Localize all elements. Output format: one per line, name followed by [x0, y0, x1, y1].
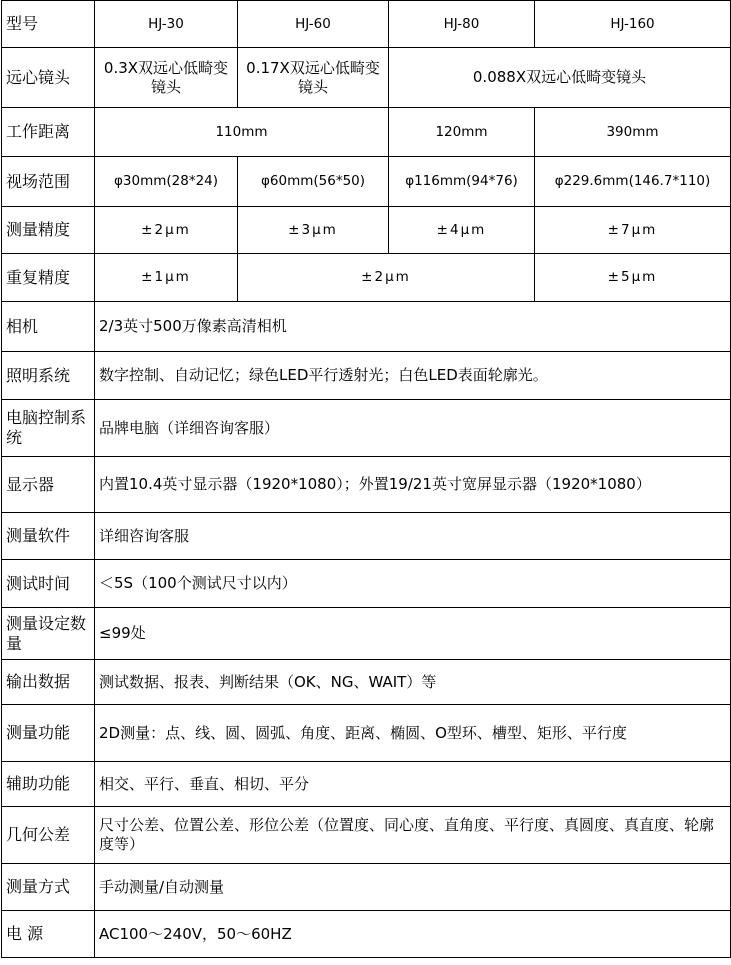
model-hj60: HJ-60: [238, 1, 389, 48]
test-time-value: ＜5S（100个测试尺寸以内）: [95, 560, 731, 608]
row-lighting: [2, 352, 731, 400]
tolerance-value: 尺寸公差、位置公差、形位公差（位置度、同心度、直角度、平行度、真圆度、真直度、轮廓度等）: [95, 807, 731, 864]
accuracy-hj80: ±4μm: [389, 207, 535, 254]
label-test-time: 测试时间: [2, 560, 95, 608]
row-computer: [2, 400, 731, 457]
row-aux: [2, 762, 731, 807]
lens-hj30: 0.3X双远心低畸变镜头: [95, 48, 238, 108]
label-computer: 电脑控制系统: [2, 400, 95, 457]
row-power: [2, 911, 731, 958]
fov-hj80: φ116mm(94*76): [389, 157, 535, 207]
label-software: 测量软件: [2, 513, 95, 560]
model-hj80: HJ-80: [389, 1, 535, 48]
repeat-hj60-hj80: ±2μm: [238, 254, 535, 302]
label-set-count: 测量设定数量: [2, 608, 95, 660]
label-aux: 辅助功能: [2, 762, 95, 807]
lens-hj80-hj160: 0.088X双远心低畸变镜头: [389, 48, 731, 108]
label-work-distance: 工作距离: [2, 108, 95, 157]
fov-hj160: φ229.6mm(146.7*110): [535, 157, 731, 207]
label-tolerance: 几何公差: [2, 807, 95, 864]
repeat-hj30: ±1μm: [95, 254, 238, 302]
row-lens: [2, 48, 731, 108]
row-method: [2, 864, 731, 911]
row-test-time: [2, 560, 731, 608]
row-software: [2, 513, 731, 560]
row-functions: [2, 705, 731, 762]
row-display: [2, 457, 731, 513]
power-value: AC100～240V，50～60HZ: [95, 911, 731, 958]
model-hj30: HJ-30: [95, 1, 238, 48]
row-set-count: [2, 608, 731, 660]
label-lens: 远心镜头: [2, 48, 95, 108]
work-distance-hj80: 120mm: [389, 108, 535, 157]
accuracy-hj160: ±7μm: [535, 207, 731, 254]
row-field-of-view: [2, 157, 731, 207]
lighting-value: 数字控制、自动记忆；绿色LED平行透射光；白色LED表面轮廓光。: [95, 352, 731, 400]
label-display: 显示器: [2, 457, 95, 513]
fov-hj30: φ30mm(28*24): [95, 157, 238, 207]
model-hj160: HJ-160: [535, 1, 731, 48]
accuracy-hj30: ±2μm: [95, 207, 238, 254]
fov-hj60: φ60mm(56*50): [238, 157, 389, 207]
label-lighting: 照明系统: [2, 352, 95, 400]
lens-hj60: 0.17X双远心低畸变镜头: [238, 48, 389, 108]
accuracy-hj60: ±3μm: [238, 207, 389, 254]
row-accuracy: [2, 207, 731, 254]
row-tolerance: [2, 807, 731, 864]
label-camera: 相机: [2, 302, 95, 352]
row-work-distance: [2, 108, 731, 157]
label-output: 输出数据: [2, 660, 95, 705]
aux-value: 相交、平行、垂直、相切、平分: [95, 762, 731, 807]
label-power: 电 源: [2, 911, 95, 958]
label-model: 型号: [2, 1, 95, 48]
software-value: 详细咨询客服: [95, 513, 731, 560]
label-functions: 测量功能: [2, 705, 95, 762]
computer-value: 品牌电脑（详细咨询客服）: [95, 400, 731, 457]
output-value: 测试数据、报表、判断结果（OK、NG、WAIT）等: [95, 660, 731, 705]
row-repeatability: [2, 254, 731, 302]
camera-value: 2/3英寸500万像素高清相机: [95, 302, 731, 352]
label-repeatability: 重复精度: [2, 254, 95, 302]
repeat-hj160: ±5μm: [535, 254, 731, 302]
work-distance-hj30-hj60: 110mm: [95, 108, 389, 157]
label-accuracy: 测量精度: [2, 207, 95, 254]
label-method: 测量方式: [2, 864, 95, 911]
label-field-of-view: 视场范围: [2, 157, 95, 207]
row-model: [2, 1, 731, 48]
method-value: 手动测量/自动测量: [95, 864, 731, 911]
work-distance-hj160: 390mm: [535, 108, 731, 157]
functions-value: 2D测量：点、线、圆、圆弧、角度、距离、椭圆、O型环、槽型、矩形、平行度: [95, 705, 731, 762]
display-value: 内置10.4英寸显示器（1920*1080）；外置19/21英寸宽屏显示器（1920*1080）: [95, 457, 731, 513]
set-count-value: ≤99处: [95, 608, 731, 660]
row-camera: [2, 302, 731, 352]
spec-table: [1, 0, 731, 958]
row-output: [2, 660, 731, 705]
